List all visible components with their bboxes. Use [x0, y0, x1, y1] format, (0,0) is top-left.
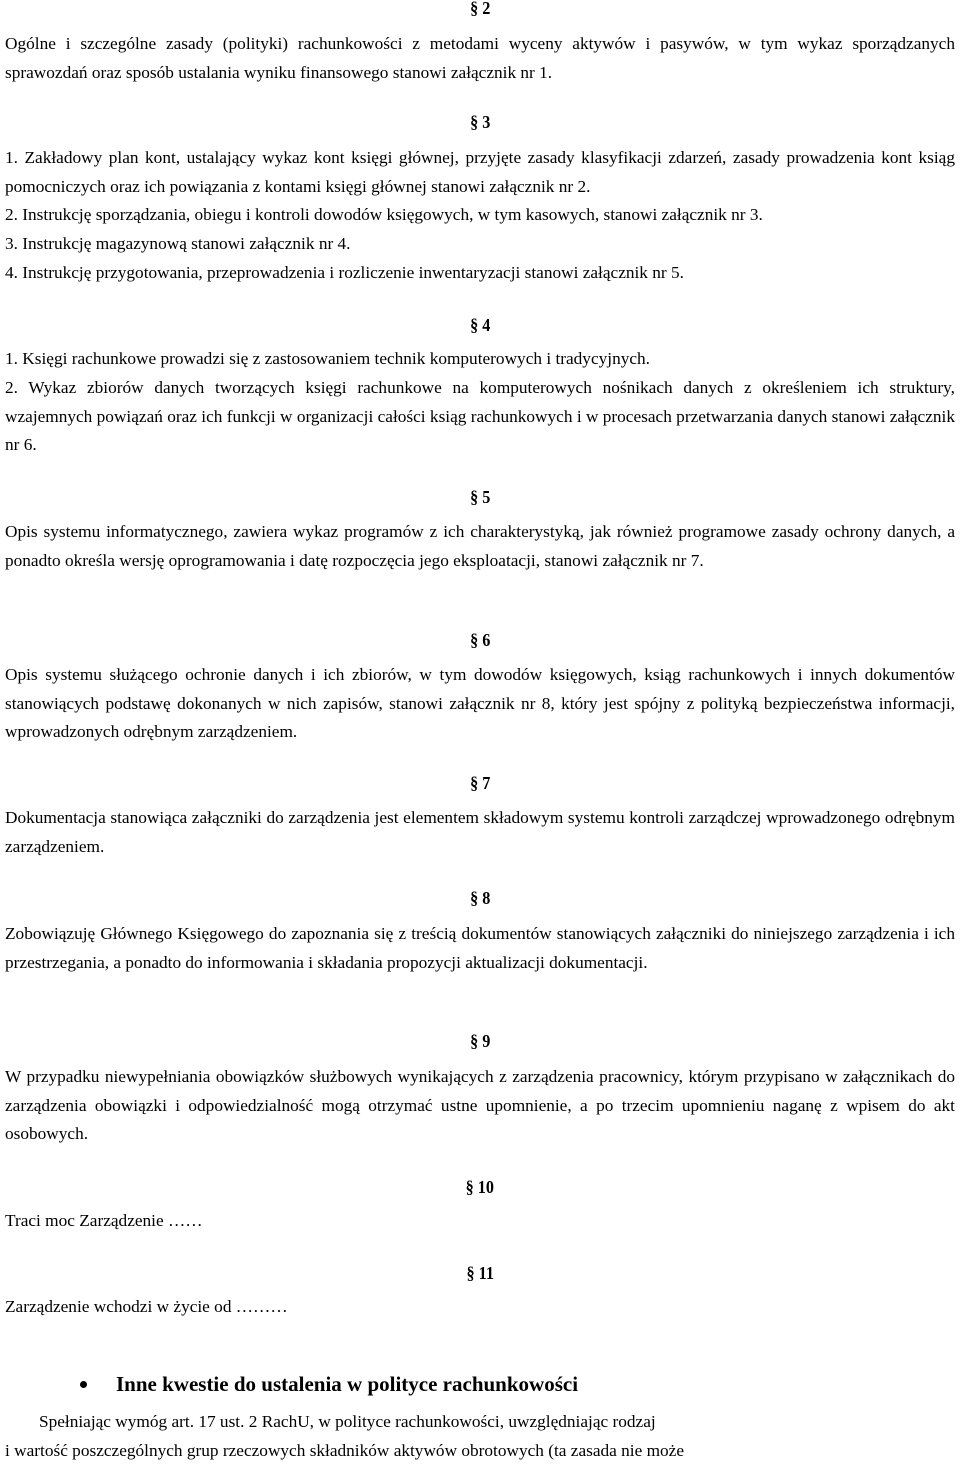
paragraph: 1. Zakładowy plan kont, ustalający wykaz kont księgi głównej, przyjęte zasady klasyfikacji zdarzeń, zasady prowadzenia kont ksiąg pomocniczych oraz ich powiązania z kontami księgi głównej stanowi załącznik nr 2.	[5, 148, 955, 196]
paragraph: 4. Instrukcję przygotowania, przeprowadzenia i rozliczenie inwentaryzacji stanowi załącznik nr 5.	[5, 263, 684, 282]
paragraph	[5, 1408, 955, 1465]
section-heading: § 2	[469, 0, 491, 18]
bullet-heading-text: Inne kwestie do ustalenia w polityce rachunkowości	[116, 1372, 579, 1396]
paragraph: 1. Księgi rachunkowe prowadzi się z zastosowaniem technik komputerowych i tradycyjnych.	[5, 349, 650, 368]
section-heading: § 9	[469, 1031, 491, 1051]
bullet-heading	[80, 1370, 578, 1398]
paragraph-line: i wartość poszczególnych grup rzeczowych składników aktywów obrotowych (ta zasada nie może	[5, 1440, 685, 1460]
paragraph: Opis systemu służącego ochronie danych i ich zbiorów, w tym dowodów księgowych, ksiąg rachunkowych i innych dokumentów stanowiących podstawę dokonanych w nich zapisów, stanowi załącznik nr 8, który jest spójny z polityką bezpieczeństwa informacji, wprowadzonych odrębnym zarządzeniem.	[5, 665, 955, 742]
paragraph: Zobowiązuję Głównego Księgowego do zapoznania się z treścią dokumentów stanowiących załączniki do niniejszego zarządzenia i ich przestrzegania, a ponadto do informowania i składania propozycji aktualizacji dokumentacji.	[5, 924, 955, 972]
section-heading: § 8	[469, 888, 491, 908]
section-heading: § 4	[469, 315, 491, 335]
paragraph: 2. Wykaz zbiorów danych tworzących księgi rachunkowe na komputerowych nośnikach danych z określeniem ich struktury, wzajemnych powiązań oraz ich funkcji w organizacji całości ksiąg rachunkowych i w procesach przetwarzania danych stanowi załącznik nr 6.	[5, 378, 955, 455]
paragraph: Traci moc Zarządzenie ……	[5, 1211, 203, 1230]
section-heading: § 11	[466, 1263, 494, 1283]
paragraph: Ogólne i szczególne zasady (polityki) rachunkowości z metodami wyceny aktywów i pasywów, w tym wykaz sporządzanych sprawozdań oraz sposób ustalania wyniku finansowego stanowi załącznik nr 1.	[5, 34, 955, 82]
paragraph: Dokumentacja stanowiąca załączniki do zarządzenia jest elementem składowym systemu kontroli zarządczej wprowadzonego odrębnym zarządzeniem.	[5, 808, 955, 856]
section-heading: § 10	[465, 1177, 495, 1197]
section-heading: § 5	[469, 487, 491, 507]
paragraph: 2. Instrukcję sporządzania, obiegu i kontroli dowodów księgowych, w tym kasowych, stanowi załącznik nr 3.	[5, 205, 763, 224]
paragraph: Opis systemu informatycznego, zawiera wykaz programów z ich charakterystyką, jak również programowe zasady ochrony danych, a ponadto określa wersję oprogramowania i datę rozpoczęcia jego eksploatacji, stanowi załącznik nr 7.	[5, 522, 955, 570]
paragraph: 3. Instrukcję magazynową stanowi załącznik nr 4.	[5, 234, 351, 253]
section-heading: § 3	[469, 112, 491, 132]
bullet-icon	[80, 1381, 87, 1388]
paragraph: W przypadku niewypełniania obowiązków służbowych wynikających z zarządzenia pracownicy, którym przypisano w załącznikach do zarządzenia obowiązki i odpowiedzialność mogą otrzymać ustne upomnienie, a po trzecim upomnieniu naganę z wpisem do akt osobowych.	[5, 1067, 955, 1144]
section-heading: § 7	[469, 773, 491, 793]
paragraph: Zarządzenie wchodzi w życie od ………	[5, 1297, 288, 1316]
paragraph-line: Spełniając wymóg art. 17 ust. 2 RachU, w polityce rachunkowości, uwzględniając rodzaj	[39, 1412, 656, 1431]
section-heading: § 6	[469, 630, 491, 650]
